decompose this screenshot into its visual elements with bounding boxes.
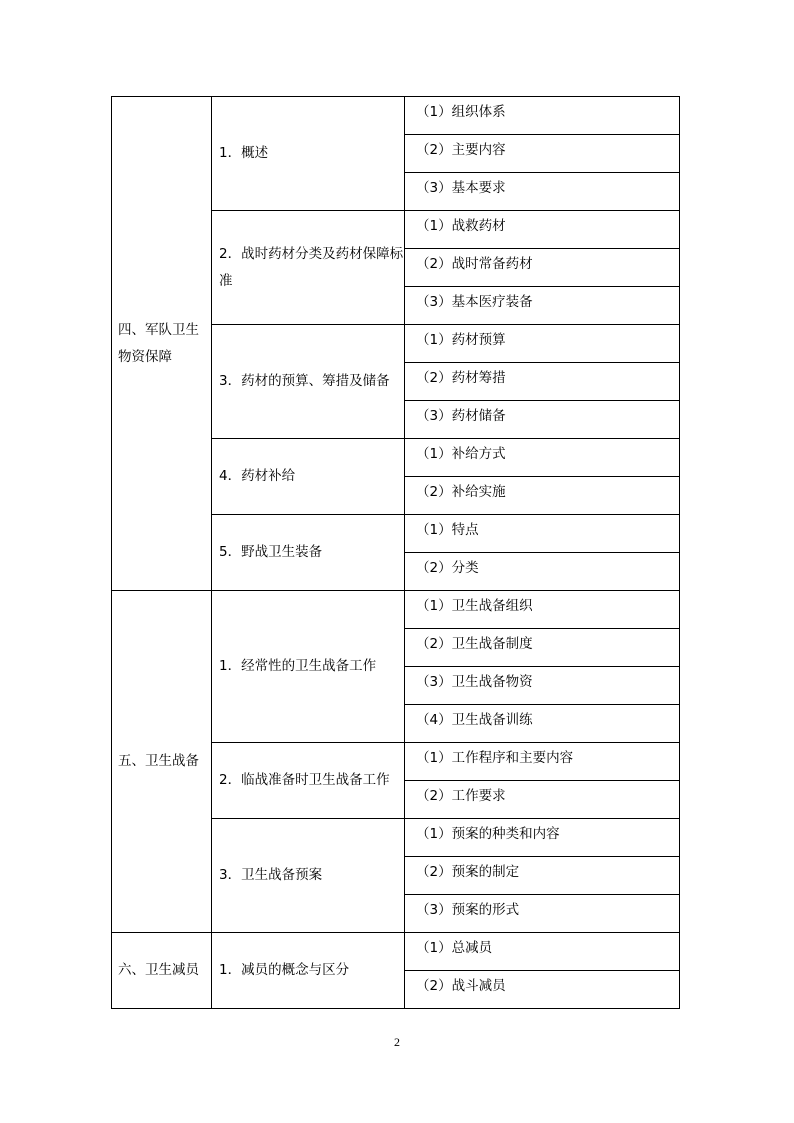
topic-item: （2）药材筹措 <box>405 363 680 401</box>
section-title: 五、卫生战备 <box>112 591 212 933</box>
topic-item: （3）基本要求 <box>405 173 680 211</box>
topic-title: 1．经常性的卫生战备工作 <box>212 591 405 743</box>
topic-item: （1）战救药材 <box>405 211 680 249</box>
topic-title: 1．减员的概念与区分 <box>212 933 405 1009</box>
topic-title: 1．概述 <box>212 97 405 211</box>
topic-item: （2）补给实施 <box>405 477 680 515</box>
topic-item: （2）战斗减员 <box>405 971 680 1009</box>
topic-item: （2）预案的制定 <box>405 857 680 895</box>
section-title: 四、军队卫生物资保障 <box>112 97 212 591</box>
topic-title: 3．卫生战备预案 <box>212 819 405 933</box>
topic-item: （1）预案的种类和内容 <box>405 819 680 857</box>
table-row <box>112 591 680 629</box>
topic-title: 3．药材的预算、筹措及储备 <box>212 325 405 439</box>
topic-item: （3）基本医疗装备 <box>405 287 680 325</box>
topic-item: （3）卫生战备物资 <box>405 667 680 705</box>
topic-item: （1）组织体系 <box>405 97 680 135</box>
topic-item: （3）预案的形式 <box>405 895 680 933</box>
table-row <box>112 933 680 971</box>
topic-item: （2）战时常备药材 <box>405 249 680 287</box>
topic-item: （1）卫生战备组织 <box>405 591 680 629</box>
topic-item: （2）卫生战备制度 <box>405 629 680 667</box>
topic-item: （1）补给方式 <box>405 439 680 477</box>
table-row <box>112 97 680 135</box>
outline-table-body <box>112 97 680 1009</box>
topic-item: （1）特点 <box>405 515 680 553</box>
topic-item: （3）药材储备 <box>405 401 680 439</box>
page-number: 2 <box>394 1035 400 1049</box>
topic-item: （2）工作要求 <box>405 781 680 819</box>
topic-item: （2）分类 <box>405 553 680 591</box>
topic-title: 2．临战准备时卫生战备工作 <box>212 743 405 819</box>
outline-table <box>111 96 680 1009</box>
topic-title: 5．野战卫生装备 <box>212 515 405 591</box>
topic-item: （1）总减员 <box>405 933 680 971</box>
section-title: 六、卫生减员 <box>112 933 212 1009</box>
topic-item: （2）主要内容 <box>405 135 680 173</box>
topic-item: （1）工作程序和主要内容 <box>405 743 680 781</box>
topic-item: （1）药材预算 <box>405 325 680 363</box>
topic-title: 2．战时药材分类及药材保障标准 <box>212 211 405 325</box>
topic-title: 4．药材补给 <box>212 439 405 515</box>
topic-item: （4）卫生战备训练 <box>405 705 680 743</box>
